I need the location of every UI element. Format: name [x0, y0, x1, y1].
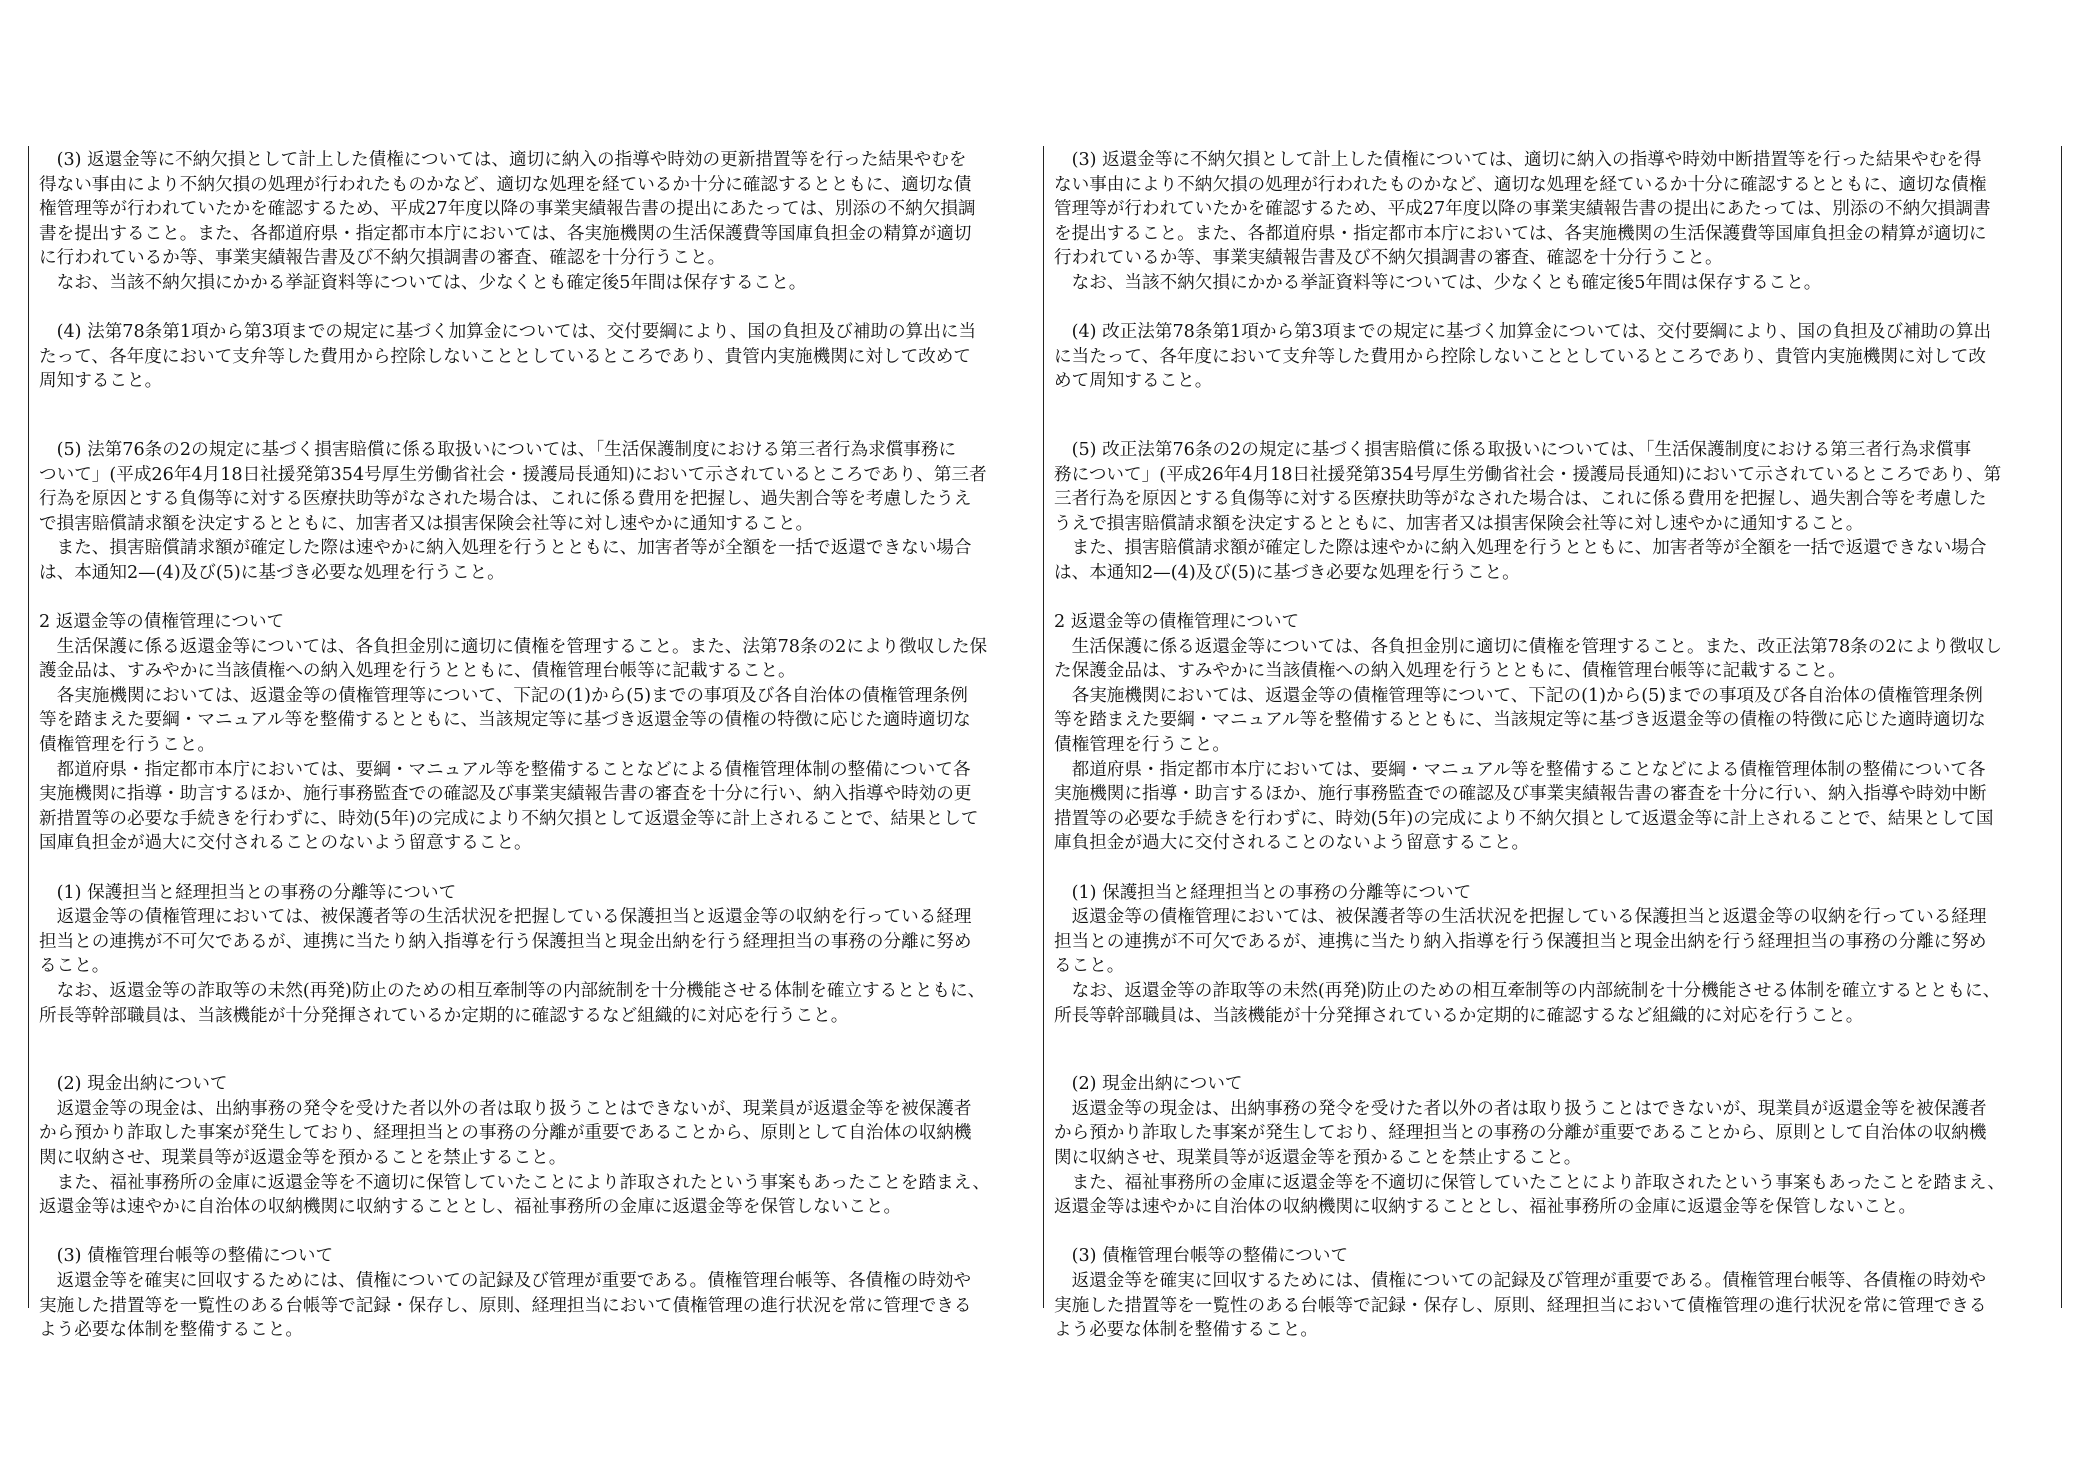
- paragraph-gap: [39, 1028, 1035, 1072]
- right-text-line: 都道府県・指定都市本庁においては、要綱・マニュアル等を整備することなどによる債権管理体制の整備について各: [1054, 759, 1986, 780]
- right-text-line: 関に収納させ、現業員等が返還金等を預かることを禁止すること。: [1054, 1147, 1582, 1168]
- left-text-line: また、損害賠償請求額が確定した際は速やかに納入処理を行うとともに、加害者等が全額を一括で返還できない場合: [39, 538, 972, 559]
- right-text-line: 措置等の必要な手続きを行わずに、時効(5年)の完成により不納欠損として返還金等に計上されることで、結果として国: [1054, 808, 1994, 829]
- left-text-line: 護金品は、すみやかに当該債権への納入処理を行うとともに、債権管理台帳等に記載すること。: [39, 661, 796, 682]
- left-text-line: 生活保護に係る返還金等については、各負担金別に適切に債権を管理すること。また、法第78条の2により徴収した保: [39, 636, 988, 657]
- right-text-line: めて周知すること。: [1054, 371, 1213, 392]
- left-text-line: なお、返還金等の詐取等の未然(再発)防止のための相互牽制等の内部統制を十分機能させる体制を確立するとともに、: [39, 981, 986, 1001]
- paragraph-gap: [1054, 394, 2051, 438]
- left-text-line: たって、各年度において支弁等した費用から控除しないこととしているところであり、貴管内実施機関に対して改めて: [39, 346, 971, 367]
- paragraph-gap: [39, 296, 1035, 321]
- left-text-line: 行為を原因とする負傷等に対する医療扶助等がなされた場合は、これに係る費用を把握し、過失割合等を考慮したうえ: [39, 489, 972, 510]
- right-text-line: 庫負担金が過大に交付されることのないよう留意すること。: [1054, 833, 1530, 854]
- right-text-line: よう必要な体制を整備すること。: [1054, 1320, 1318, 1341]
- left-text-line: (1) 保護担当と経理担当との事務の分離等について: [39, 882, 457, 903]
- left-text-line: に行われているか等、事業実績報告書及び不納欠損調書の審査、確認を十分行うこと。: [39, 248, 726, 269]
- left-text-line: (5) 法第76条の2の規定に基づく損害賠償に係る取扱いについては、「生活保護制度における第三者行為求償事務に: [39, 439, 957, 460]
- right-text-line: 生活保護に係る返還金等については、各負担金別に適切に債権を管理すること。また、改正法第78条の2により徴収し: [1054, 636, 2003, 657]
- left-text-line: 等を踏まえた要綱・マニュアル等を整備するとともに、当該規定等に基づき返還金等の債権の特徴に応じた適時適切な: [39, 710, 971, 731]
- left-text-line: から預かり詐取した事案が発生しており、経理担当との事務の分離が重要であることから、原則として自治体の収納機: [39, 1123, 972, 1144]
- left-text-line: 得ない事由により不納欠損の処理が行われたものかなど、適切な処理を経ているか十分に確認するとともに、適切な債: [39, 174, 972, 195]
- right-text-line: 行われているか等、事業実績報告書及び不納欠損調書の審査、確認を十分行うこと。: [1054, 248, 1723, 269]
- left-text-line: 担当との連携が不可欠であるが、連携に当たり納入指導を行う保護担当と現金出納を行う経理担当の事務の分離に努め: [39, 931, 972, 952]
- right-text-line: うえで損害賠償請求額を決定するとともに、加害者又は損害保険会社等に対し速やかに通知すること。: [1054, 513, 1864, 534]
- left-text-line: (2) 現金出納について: [39, 1074, 228, 1095]
- right-text-line: 返還金等の債権管理においては、被保護者等の生活状況を把握している保護担当と返還金等の収納を行っている経理: [1054, 907, 1987, 928]
- right-text-line: (1) 保護担当と経理担当との事務の分離等について: [1054, 882, 1472, 903]
- right-text-line: ない事由により不納欠損の処理が行われたものかなど、適切な処理を経ているか十分に確認するとともに、適切な債権: [1054, 174, 1987, 195]
- paragraph-gap: [39, 856, 1035, 881]
- left-text-line: (4) 法第78条第1項から第3項までの規定に基づく加算金については、交付要綱により、国の負担及び補助の算出に当: [39, 322, 977, 343]
- left-text-line: 返還金等の債権管理においては、被保護者等の生活状況を把握している保護担当と返還金等の収納を行っている経理: [39, 907, 972, 928]
- left-text-line: 周知すること。: [39, 371, 163, 392]
- left-text-line: 関に収納させ、現業員等が返還金等を預かることを禁止すること。: [39, 1147, 567, 1168]
- right-text-line: から預かり詐取した事案が発生しており、経理担当との事務の分離が重要であることから、原則として自治体の収納機: [1054, 1123, 1987, 1144]
- right-text-line: 実施した措置等を一覧性のある台帳等で記録・保存し、原則、経理担当において債権管理の進行状況を常に管理できる: [1054, 1295, 1987, 1316]
- right-text-line: 実施機関に指導・助言するほか、施行事務監査での確認及び事業実績報告書の審査を十分に行い、納入指導や時効中断: [1054, 784, 1987, 805]
- right-text-line: 債権管理を行うこと。: [1054, 735, 1230, 756]
- right-text-line: 返還金等は速やかに自治体の収納機関に収納することとし、福祉事務所の金庫に返還金等を保管しないこと。: [1054, 1197, 1917, 1218]
- right-text-line: (3) 債権管理台帳等の整備について: [1054, 1246, 1349, 1267]
- left-text-line: 各実施機関においては、返還金等の債権管理等について、下記の(1)から(5)までの事項及び各自治体の債権管理条例: [39, 685, 968, 706]
- paragraph-gap: [1054, 856, 2051, 881]
- right-text-line: 務について」(平成26年4月18日社援発第354号厚生労働省社会・援護局長通知)において示されているところであり、第: [1054, 464, 2002, 485]
- right-text-line: 担当との連携が不可欠であるが、連携に当たり納入指導を行う保護担当と現金出納を行う経理担当の事務の分離に努め: [1054, 931, 1987, 952]
- right-text-line: 返還金等の現金は、出納事務の発令を受けた者以外の者は取り扱うことはできないが、現業員が返還金等を被保護者: [1054, 1098, 1987, 1119]
- right-text-line: に当たって、各年度において支弁等した費用から控除しないこととしているところであり、貴管内実施機関に対して改: [1054, 346, 1986, 367]
- left-text-line: 書を提出すること。また、各都道府県・指定都市本庁においては、各実施機関の生活保護費等国庫負担金の精算が適切: [39, 223, 972, 244]
- right-text-line: は、本通知2—(4)及び(5)に基づき必要な処理を行うこと。: [1054, 562, 1520, 583]
- right-text-line: 等を踏まえた要綱・マニュアル等を整備するとともに、当該規定等に基づき返還金等の債権の特徴に応じた適時適切な: [1054, 710, 1986, 731]
- paragraph-gap: [1054, 296, 2051, 321]
- right-text-line: なお、当該不納欠損にかかる挙証資料等については、少なくとも確定後5年間は保存すること。: [1054, 272, 1822, 293]
- left-text-line: 返還金等の現金は、出納事務の発令を受けた者以外の者は取り扱うことはできないが、現業員が返還金等を被保護者: [39, 1098, 972, 1119]
- left-text-line: ついて」(平成26年4月18日社援発第354号厚生労働省社会・援護局長通知)において示されているところであり、第三者: [39, 464, 987, 485]
- right-text-line: (3) 返還金等に不納欠損として計上した債権については、適切に納入の指導や時効中断措置等を行った結果やむを得: [1054, 150, 1982, 170]
- left-text-line: 2 返還金等の債権管理について: [39, 612, 285, 633]
- right-column-current-text: [1044, 146, 2062, 1341]
- right-text-line: (2) 現金出納について: [1054, 1074, 1243, 1095]
- left-text-line: 実施機関に指導・助言するほか、施行事務監査での確認及び事業実績報告書の審査を十分に行い、納入指導や時効の更: [39, 784, 972, 805]
- left-text-line: 国庫負担金が過大に交付されることのないよう留意すること。: [39, 833, 532, 854]
- left-text-line: よう必要な体制を整備すること。: [39, 1320, 303, 1341]
- left-text-line: (3) 債権管理台帳等の整備について: [39, 1246, 334, 1267]
- right-text-line: 返還金等を確実に回収するためには、債権についての記録及び管理が重要である。債権管理台帳等、各債権の時効や: [1054, 1270, 1987, 1291]
- right-text-line: 各実施機関においては、返還金等の債権管理等について、下記の(1)から(5)までの事項及び各自治体の債権管理条例: [1054, 685, 1983, 706]
- left-text-line: で損害賠償請求額を決定するとともに、加害者又は損害保険会社等に対し速やかに通知すること。: [39, 513, 814, 534]
- left-text-line: (3) 返還金等に不納欠損として計上した債権については、適切に納入の指導や時効の更新措置等を行った結果やむを: [39, 150, 967, 170]
- left-text-line: 実施した措置等を一覧性のある台帳等で記録・保存し、原則、経理担当において債権管理の進行状況を常に管理できる: [39, 1295, 972, 1316]
- right-text-line: また、福祉事務所の金庫に返還金等を不適切に保管していたことにより詐取されたという事案もあったことを踏まえ、: [1054, 1172, 2005, 1193]
- paragraph-gap: [39, 586, 1035, 611]
- right-text-line: ること。: [1054, 956, 1125, 977]
- left-text-line: 権管理等が行われていたかを確認するため、平成27年度以降の事業実績報告書の提出にあたっては、別添の不納欠損調: [39, 199, 976, 220]
- left-text-line: 債権管理を行うこと。: [39, 735, 215, 756]
- right-text-line: (4) 改正法第78条第1項から第3項までの規定に基づく加算金については、交付要綱により、国の負担及び補助の算出: [1054, 322, 1992, 343]
- right-text-line: また、損害賠償請求額が確定した際は速やかに納入処理を行うとともに、加害者等が全額を一括で返還できない場合: [1054, 538, 1987, 559]
- left-text-line: 返還金等は速やかに自治体の収納機関に収納することとし、福祉事務所の金庫に返還金等を保管しないこと。: [39, 1197, 902, 1218]
- right-text-line: を提出すること。また、各都道府県・指定都市本庁においては、各実施機関の生活保護費等国庫負担金の精算が適切に: [1054, 223, 1987, 244]
- left-text-line: ること。: [39, 956, 110, 977]
- comparison-table: [28, 146, 2062, 1341]
- right-text-line: 所長等幹部職員は、当該機能が十分発揮されているか定期的に確認するなど組織的に対応を行うこと。: [1054, 1005, 1864, 1026]
- right-text-line: 2 返還金等の債権管理について: [1054, 612, 1300, 633]
- left-text-line: また、福祉事務所の金庫に返還金等を不適切に保管していたことにより詐取されたという事案もあったことを踏まえ、: [39, 1172, 990, 1193]
- left-text-line: 新措置等の必要な手続きを行わずに、時効(5年)の完成により不納欠損として返還金等に計上されることで、結果として: [39, 808, 979, 829]
- left-column-revised-text: [28, 146, 1044, 1341]
- right-text-line: 三者行為を原因とする負傷等に対する医療扶助等がなされた場合は、これに係る費用を把握し、過失割合等を考慮した: [1054, 489, 1987, 510]
- paragraph-gap: [1054, 1220, 2051, 1245]
- right-text-line: (5) 改正法第76条の2の規定に基づく損害賠償に係る取扱いについては、「生活保護制度における第三者行為求償事: [1054, 439, 1972, 460]
- left-text-line: 所長等幹部職員は、当該機能が十分発揮されているか定期的に確認するなど組織的に対応を行うこと。: [39, 1005, 849, 1026]
- left-text-line: は、本通知2—(4)及び(5)に基づき必要な処理を行うこと。: [39, 562, 505, 583]
- paragraph-gap: [1054, 1028, 2051, 1072]
- right-text-line: 管理等が行われていたかを確認するため、平成27年度以降の事業実績報告書の提出にあたっては、別添の不納欠損調書: [1054, 199, 1991, 220]
- right-text-line: た保護金品は、すみやかに当該債権への納入処理を行うとともに、債権管理台帳等に記載すること。: [1054, 661, 1846, 682]
- right-text-line: なお、返還金等の詐取等の未然(再発)防止のための相互牽制等の内部統制を十分機能させる体制を確立するとともに、: [1054, 981, 2001, 1001]
- paragraph-gap: [39, 394, 1035, 438]
- left-text-line: 返還金等を確実に回収するためには、債権についての記録及び管理が重要である。債権管理台帳等、各債権の時効や: [39, 1270, 972, 1291]
- paragraph-gap: [1054, 586, 2051, 611]
- paragraph-gap: [39, 1220, 1035, 1245]
- left-text-line: 都道府県・指定都市本庁においては、要綱・マニュアル等を整備することなどによる債権管理体制の整備について各: [39, 759, 971, 780]
- left-text-line: なお、当該不納欠損にかかる挙証資料等については、少なくとも確定後5年間は保存すること。: [39, 272, 807, 293]
